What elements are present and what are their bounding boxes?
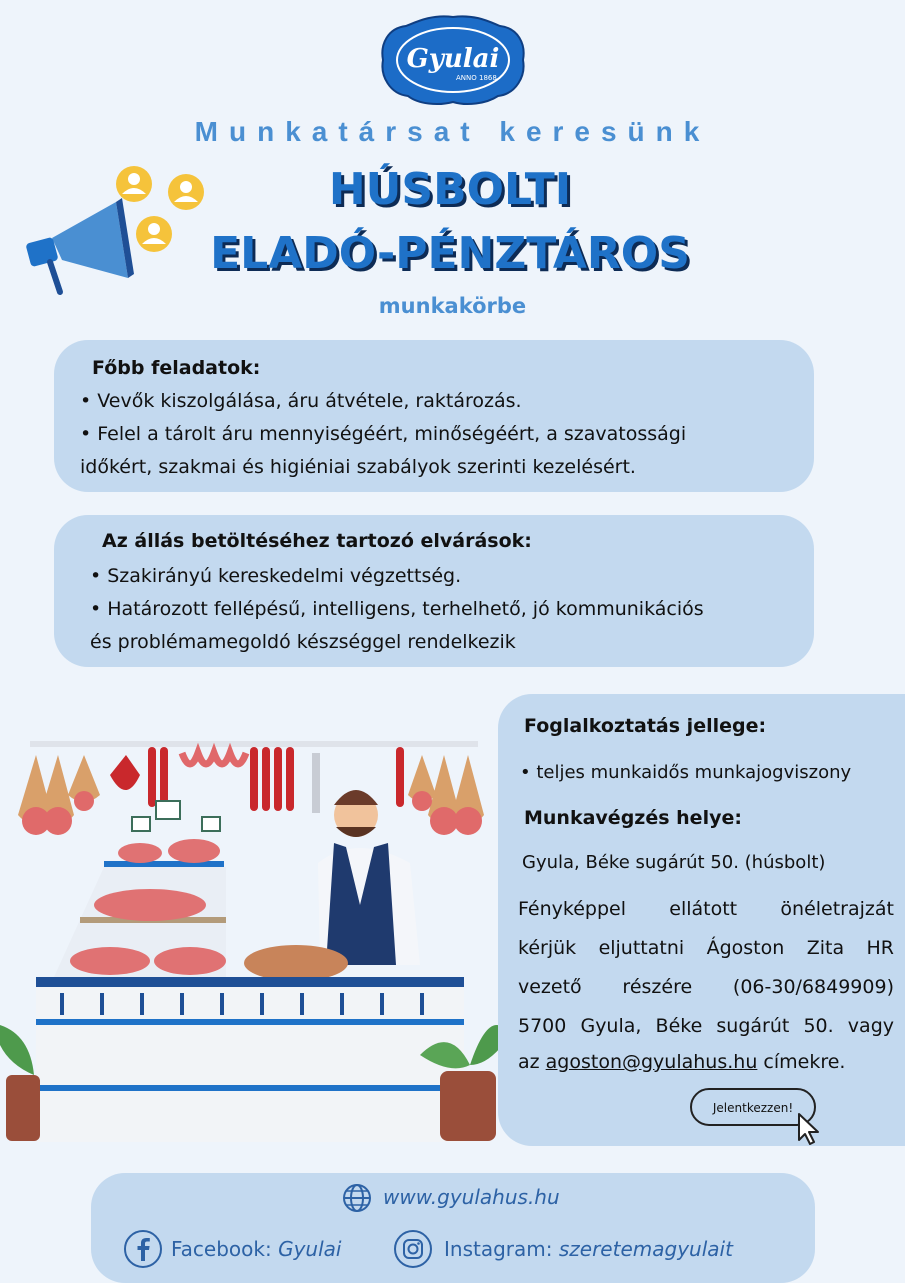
apply-line: vezető részére (06-30/6849909): [518, 976, 894, 998]
requirements-item: és problémamegoldó készséggel rendelkezik: [90, 631, 516, 653]
brand-logo: [380, 14, 526, 106]
location-title: Munkavégzés helye:: [524, 807, 742, 829]
tasks-item: • Felel a tárolt áru mennyiségéért, minőségéért, a szavatossági: [80, 423, 687, 445]
megaphone-illustration: [22, 160, 212, 300]
tasks-item: időkért, szakmai és higiéniai szabályok szerinti kezelésért.: [80, 456, 636, 478]
facebook-icon[interactable]: [123, 1229, 163, 1269]
job-title-line2: ELADÓ-PÉNZTÁROS: [210, 228, 690, 279]
employment-value: • teljes munkaidős munkajogviszony: [520, 762, 852, 783]
logo-brand-text: Gyulai: [406, 44, 500, 74]
requirements-item: • Szakirányú kereskedelmi végzettség.: [90, 565, 462, 587]
instagram-value: szeretemagyulait: [558, 1237, 733, 1261]
hiring-heading: Munkatársat keresünk: [194, 116, 711, 147]
tasks-title: Főbb feladatok:: [92, 357, 261, 379]
footer-card: [91, 1173, 815, 1283]
person-icon: [136, 216, 172, 252]
plant-left: [0, 1025, 40, 1141]
location-value: Gyula, Béke sugárút 50. (húsbolt): [522, 852, 826, 873]
facebook-link[interactable]: [171, 1237, 341, 1261]
facebook-label: Facebook:: [171, 1237, 272, 1261]
email-link[interactable]: agoston@gyulahus.hu: [545, 1051, 758, 1073]
facebook-value: Gyulai: [278, 1237, 342, 1261]
apply-suffix: címekre.: [757, 1051, 846, 1073]
job-title-line1: HÚSBOLTI: [328, 164, 572, 215]
apply-prefix: az: [518, 1051, 546, 1073]
globe-icon: [341, 1182, 373, 1214]
logo-tagline: ANNO 1868: [456, 74, 497, 82]
requirements-item: • Határozott fellépésű, intelligens, terhelhető, jó kommunikációs: [90, 598, 704, 620]
info-card: [498, 694, 905, 1146]
person-icon: [168, 174, 204, 210]
butcher-shop-illustration: [0, 735, 500, 1145]
apply-line: kérjük eljuttatni Ágoston Zita HR: [518, 937, 894, 959]
apply-line: Fényképpel ellátott önéletrajzát: [518, 898, 894, 920]
website-link[interactable]: www.gyulahus.hu: [383, 1185, 560, 1209]
job-subtitle: munkakörbe: [378, 294, 527, 318]
instagram-icon[interactable]: [393, 1229, 433, 1269]
apply-text: [518, 890, 894, 1046]
apply-line: 5700 Gyula, Béke sugárút 50. vagy: [518, 1015, 894, 1037]
apply-button[interactable]: Jelentkezzen!: [690, 1088, 816, 1126]
employment-title: Foglalkoztatás jellege:: [524, 715, 767, 737]
tasks-item: • Vevők kiszolgálása, áru átvétele, raktározás.: [80, 390, 522, 412]
megaphone-icon: [25, 198, 134, 292]
cursor-icon: [796, 1112, 822, 1146]
instagram-label: Instagram:: [444, 1237, 553, 1261]
tasks-card: [54, 340, 814, 492]
requirements-card: [54, 515, 814, 667]
apply-email-line: [518, 1046, 845, 1079]
requirements-title: Az állás betöltéséhez tartozó elvárások:: [102, 530, 532, 552]
person-icon: [116, 166, 152, 202]
instagram-link[interactable]: [444, 1237, 733, 1261]
